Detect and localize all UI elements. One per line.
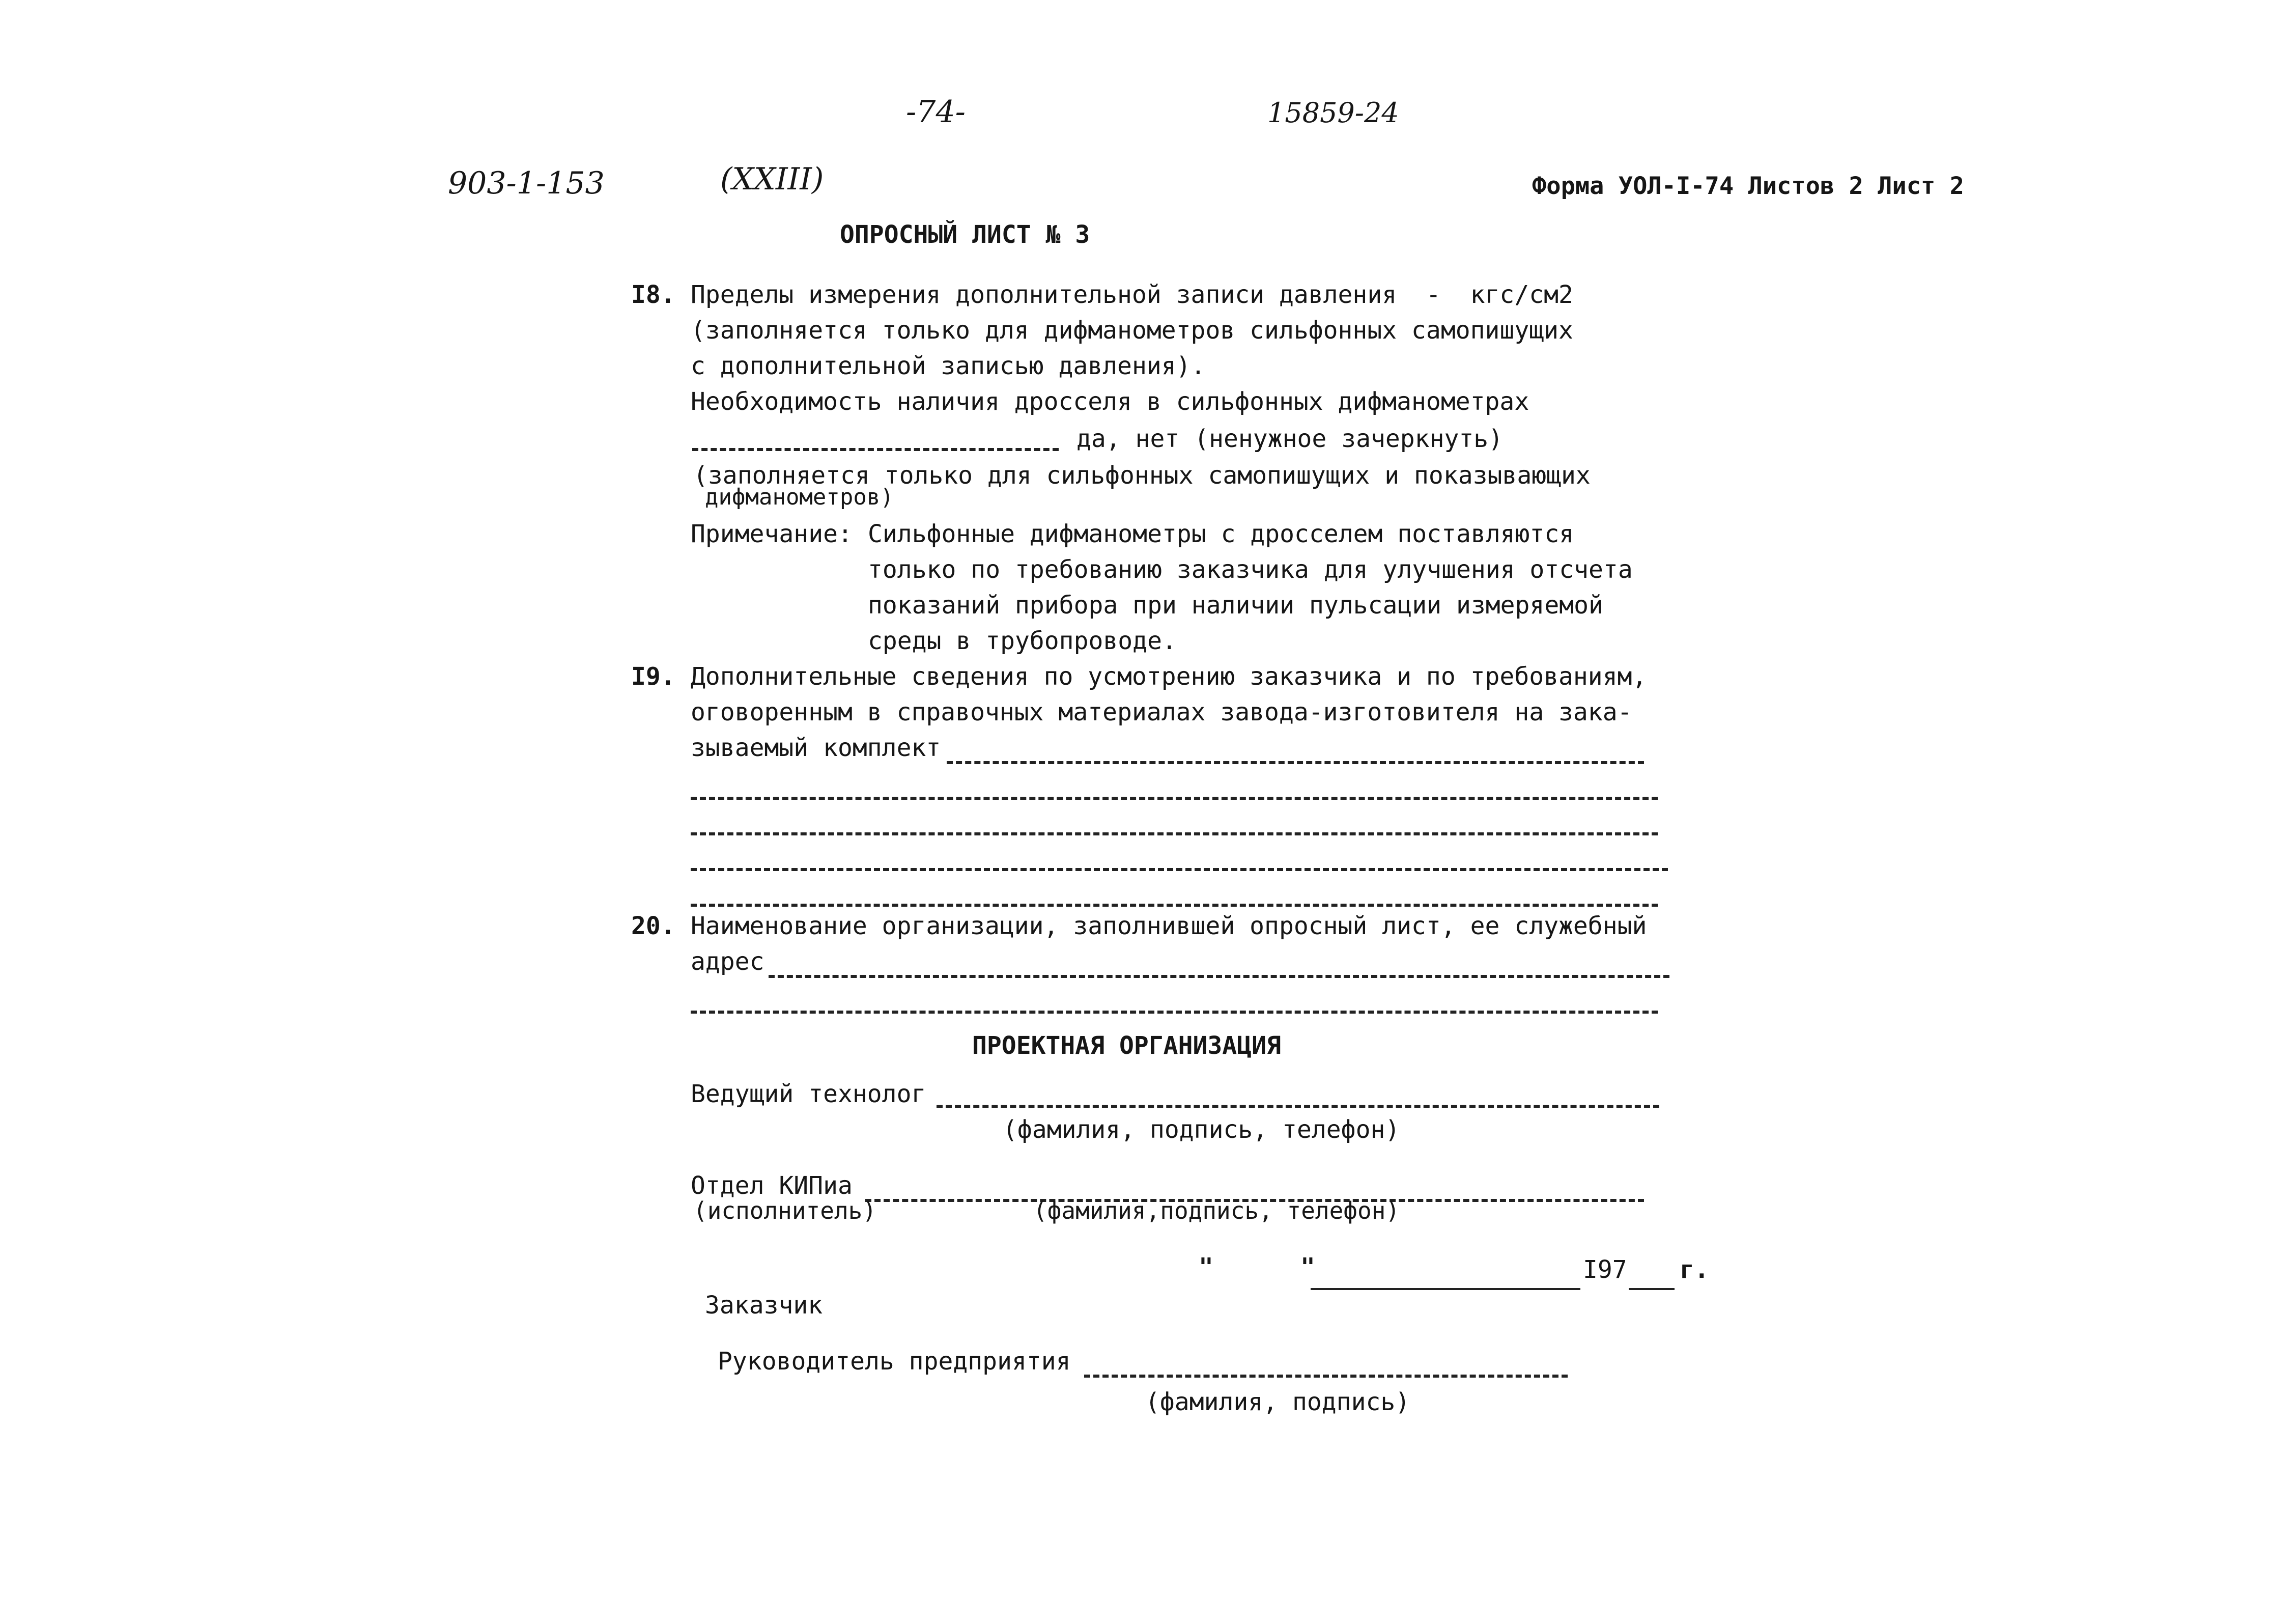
project-org-heading: ПРОЕКТНАЯ ОРГАНИЗАЦИЯ <box>972 1031 1281 1060</box>
item-19-line: зываемый комплект <box>691 734 941 762</box>
date-year-prefix: I97 <box>1583 1255 1627 1284</box>
project-code: 903-1-153 <box>448 165 605 201</box>
date-open-quote: " <box>1199 1253 1213 1281</box>
item-18-line: Пределы измерения дополнительной записи давления - кгс/см2 <box>691 281 1573 309</box>
form-label: Форма УОЛ-I-74 Листов 2 Лист 2 <box>1532 172 1964 200</box>
item-18-note: дифманометров) <box>705 484 894 510</box>
document-code: 15859-24 <box>1267 97 1399 129</box>
date-close-quote: " <box>1300 1253 1315 1281</box>
address-fill-line[interactable] <box>769 975 1669 978</box>
remark-line: показаний прибора при наличии пульсации измеряемой <box>868 591 1603 620</box>
department-caption: (исполнитель) <box>693 1197 877 1224</box>
remark-label: Примечание: <box>691 520 853 548</box>
remark-line: Сильфонные дифманометры с дросселем поставляются <box>868 520 1574 548</box>
date-year-suffix: г. <box>1680 1255 1709 1284</box>
item-18-note: (заполняется только для сильфонных самопишущих и показывающих <box>693 461 1591 490</box>
choice-options: да, нет (ненужное зачеркнуть) <box>1076 425 1504 453</box>
address-label: адрес <box>691 947 764 976</box>
additional-info-fill-line[interactable] <box>691 832 1658 835</box>
additional-info-fill-line[interactable] <box>691 868 1668 871</box>
item-20-number: 20. <box>631 912 675 940</box>
department-label: Отдел КИПиа <box>691 1171 853 1200</box>
item-18-line: Необходимость наличия дросселя в сильфонных дифманометрах <box>691 387 1529 416</box>
additional-info-fill-line[interactable] <box>691 904 1658 907</box>
customer-heading: Заказчик <box>705 1291 823 1320</box>
lead-technologist-label: Ведущий технолог <box>691 1080 926 1108</box>
year-fill-line[interactable] <box>1629 1288 1675 1290</box>
item-19-number: I9. <box>631 662 675 691</box>
item-20-line: Наименование организации, заполнившей опросный лист, ее служебный <box>691 912 1647 940</box>
choice-fill-line[interactable] <box>692 448 1059 451</box>
item-19-line: Дополнительные сведения по усмотрению заказчика и по требованиям, <box>691 662 1647 691</box>
department-caption: (фамилия,подпись, телефон) <box>1033 1197 1400 1224</box>
item-18-number: I8. <box>631 281 675 309</box>
item-18-line: (заполняется только для дифманометров сильфонных самопишущих <box>691 316 1573 345</box>
additional-info-fill-line[interactable] <box>691 797 1658 800</box>
lead-technologist-fill-line[interactable] <box>937 1105 1659 1108</box>
page-title: ОПРОСНЫЙ ЛИСТ № 3 <box>840 220 1090 249</box>
remark-line: только по требованию заказчика для улучшения отсчета <box>868 555 1633 584</box>
item-19-line: оговоренным в справочных материалах завода-изготовителя на зака- <box>691 698 1632 726</box>
date-fill-line[interactable] <box>1311 1288 1580 1290</box>
enterprise-head-label: Руководитель предприятия <box>718 1347 1071 1376</box>
page-number: -74- <box>906 94 966 130</box>
enterprise-head-caption: (фамилия, подпись) <box>1145 1388 1410 1416</box>
additional-info-fill-line[interactable] <box>947 761 1644 764</box>
enterprise-head-fill-line[interactable] <box>1084 1375 1568 1378</box>
lead-technologist-caption: (фамилия, подпись, телефон) <box>1003 1115 1400 1144</box>
section-number: (XXIII) <box>720 161 824 197</box>
address-fill-line[interactable] <box>691 1011 1658 1014</box>
remark-line: среды в трубопроводе. <box>868 627 1177 655</box>
item-18-line: с дополнительной записью давления). <box>691 352 1206 380</box>
